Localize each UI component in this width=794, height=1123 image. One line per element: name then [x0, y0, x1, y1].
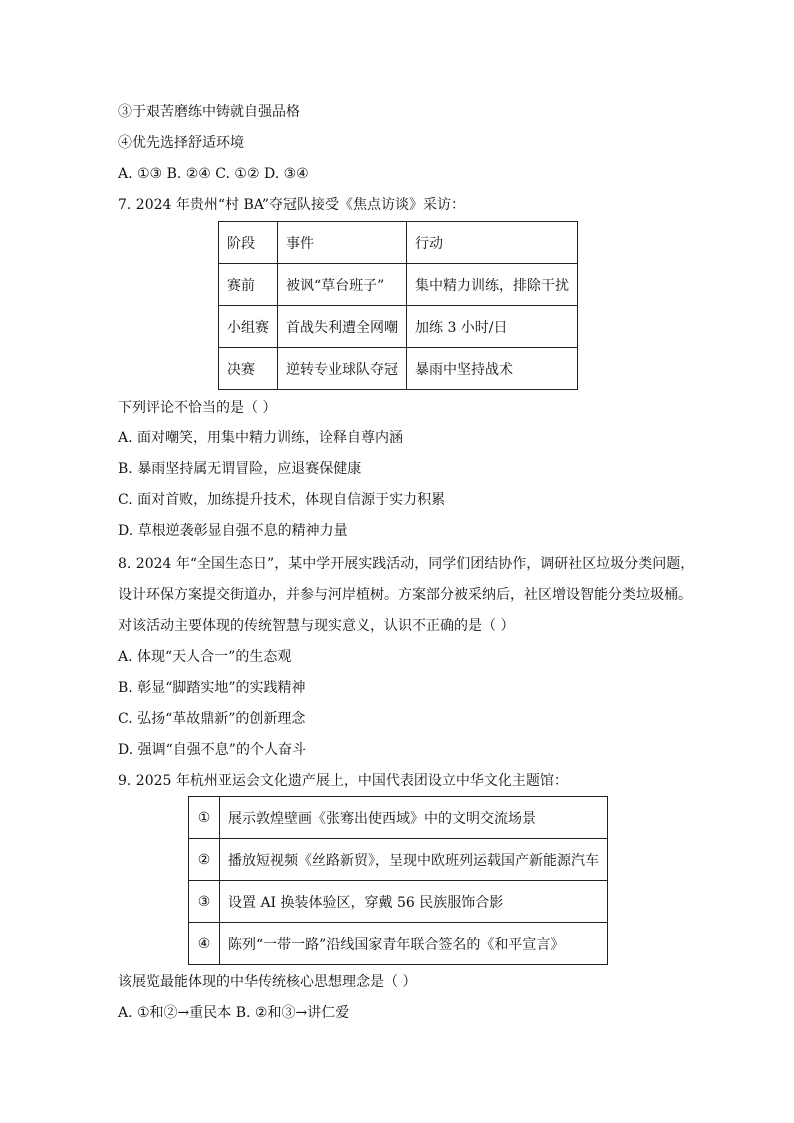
table-cell: 播放短视频《丝路新贸》，呈现中欧班列运载国产新能源汽车	[220, 839, 608, 881]
q8-option-a: A. 体现“天人合一”的生态观	[118, 649, 292, 665]
q7-option-a: A. 面对嘲笑，用集中精力训练，诠释自尊内涵	[118, 430, 404, 446]
table-cell: ①	[189, 797, 220, 839]
table-cell: 行动	[407, 222, 578, 264]
table-cell: 集中精力训练，排除干扰	[407, 264, 578, 306]
q9-choices: A. ①和②→重民本 B. ②和③→讲仁爱	[118, 1005, 350, 1021]
q9-table	[188, 796, 608, 965]
table-cell: 首战失利遭全网嘲	[278, 306, 407, 348]
q8-option-b: B. 彰显“脚踏实地”的实践精神	[118, 680, 306, 696]
table-cell: 被讽“草台班子”	[278, 264, 407, 306]
q8-stem-line-2: 设计环保方案提交街道办，并参与河岸植树。方案部分被采纳后，社区增设智能分类垃圾桶。	[118, 587, 692, 603]
q9-question: 该展览最能体现的中华传统核心思想理念是（ ）	[118, 974, 417, 990]
table-cell: 小组赛	[219, 306, 278, 348]
table-cell: 设置 AI 换装体验区，穿戴 56 民族服饰合影	[220, 881, 608, 923]
table-row	[219, 306, 578, 348]
q8-stem-line-1: 8. 2024 年“全国生态日”，某中学开展实践活动，同学们团结协作，调研社区垃圾分类问题，	[118, 556, 695, 572]
table-cell: 陈列“一带一路”沿线国家青年联合签名的《和平宣言》	[220, 923, 608, 965]
table-row	[219, 348, 578, 390]
table-cell: 赛前	[219, 264, 278, 306]
table-row	[219, 264, 578, 306]
q8-question: 对该活动主要体现的传统智慧与现实意义，认识不正确的是（ ）	[118, 618, 515, 634]
table-cell: 暴雨中坚持战术	[407, 348, 578, 390]
table-cell: 事件	[278, 222, 407, 264]
q8-option-c: C. 弘扬“革故鼎新”的创新理念	[118, 711, 306, 727]
table-row	[189, 881, 608, 923]
table-cell: 决赛	[219, 348, 278, 390]
table-cell: 阶段	[219, 222, 278, 264]
q6-choices: A. ①③ B. ②④ C. ①② D. ③④	[118, 166, 309, 182]
table-cell: ④	[189, 923, 220, 965]
q7-question: 下列评论不恰当的是（ ）	[118, 400, 277, 416]
q8-option-d: D. 强调“自强不息”的个人奋斗	[118, 742, 306, 758]
q7-table	[218, 221, 578, 390]
table-cell: 展示敦煌壁画《张骞出使西域》中的文明交流场景	[220, 797, 608, 839]
option-4-text: ④优先选择舒适环境	[118, 135, 244, 151]
q9-stem: 9. 2025 年杭州亚运会文化遗产展上，中国代表团设立中华文化主题馆：	[118, 773, 568, 789]
option-3-text: ③于艰苦磨练中铸就自强品格	[118, 104, 300, 120]
q7-option-d: D. 草根逆袭彰显自强不息的精神力量	[118, 523, 348, 539]
table-row	[219, 222, 578, 264]
table-cell: 加练 3 小时/日	[407, 306, 578, 348]
q7-option-b: B. 暴雨坚持属无谓冒险，应退赛保健康	[118, 461, 362, 477]
table-cell: ②	[189, 839, 220, 881]
table-cell: ③	[189, 881, 220, 923]
q7-stem: 7. 2024 年贵州“村 BA”夺冠队接受《焦点访谈》采访：	[118, 197, 465, 213]
q7-option-c: C. 面对首败，加练提升技术，体现自信源于实力积累	[118, 492, 446, 508]
table-row	[189, 839, 608, 881]
table-row	[189, 923, 608, 965]
table-row	[189, 797, 608, 839]
table-cell: 逆转专业球队夺冠	[278, 348, 407, 390]
